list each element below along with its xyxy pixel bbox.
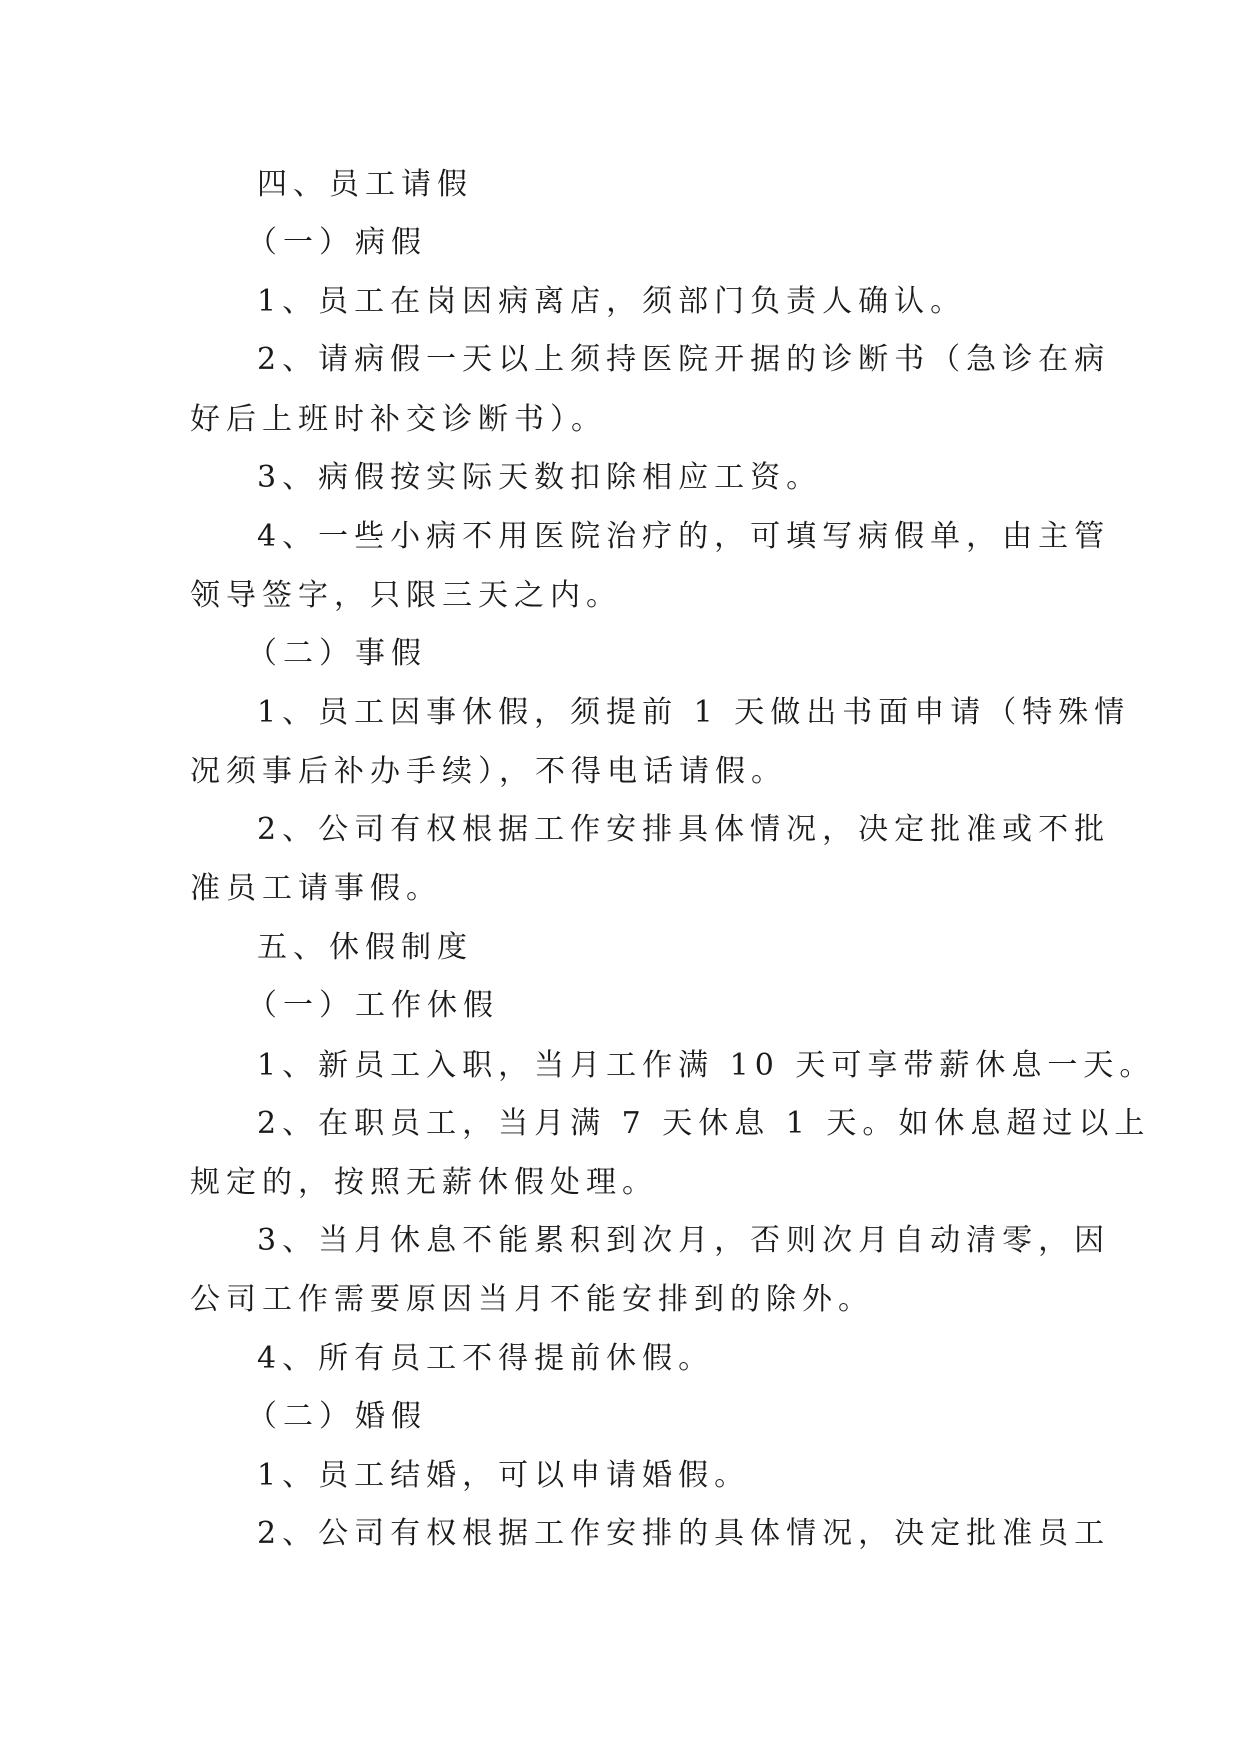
paragraph-line: 准员工请事假。 [190, 871, 442, 906]
paragraph-line: 2、公司有权根据工作安排具体情况，决定批准或不批 [257, 812, 1111, 847]
subheading-marriage-leave: （二）婚假 [247, 1399, 427, 1434]
paragraph-line: 4、所有员工不得提前休假。 [257, 1341, 715, 1376]
paragraph-line: 1、员工在岗因病离店，须部门负责人确认。 [257, 284, 967, 319]
paragraph-line: 3、当月休息不能累积到次月，否则次月自动清零，因 [257, 1223, 1111, 1258]
subheading-sick-leave: （一）病假 [247, 225, 427, 260]
subheading-personal-leave: （二）事假 [247, 636, 427, 671]
paragraph-line: 领导签字，只限三天之内。 [190, 578, 622, 613]
paragraph-line: 况须事后补办手续），不得电话请假。 [190, 754, 787, 789]
section-heading-vacation: 五、休假制度 [257, 930, 473, 965]
paragraph-line: 4、一些小病不用医院治疗的，可填写病假单，由主管 [257, 519, 1111, 554]
paragraph-line: 规定的，按照无薪休假处理。 [190, 1165, 658, 1200]
paragraph-line: 1、员工结婚，可以申请婚假。 [257, 1458, 751, 1493]
paragraph-line: 公司工作需要原因当月不能安排到的除外。 [190, 1282, 874, 1317]
paragraph-line: 2、在职员工，当月满 7 天休息 1 天。如休息超过以上 [257, 1106, 1151, 1141]
paragraph-line: 1、员工因事休假，须提前 1 天做出书面申请（特殊情 [257, 695, 1131, 730]
paragraph-line: 3、病假按实际天数扣除相应工资。 [257, 460, 823, 495]
paragraph-line: 好后上班时补交诊断书）。 [190, 402, 607, 437]
paragraph-line: 2、公司有权根据工作安排的具体情况，决定批准员工 [257, 1516, 1111, 1551]
subheading-work-rest: （一）工作休假 [247, 988, 499, 1023]
paragraph-line: 2、请病假一天以上须持医院开据的诊断书（急诊在病 [257, 342, 1111, 377]
section-heading-leave: 四、员工请假 [257, 167, 473, 202]
paragraph-line: 1、新员工入职，当月工作满 10 天可享带薪休息一天。 [257, 1048, 1156, 1083]
